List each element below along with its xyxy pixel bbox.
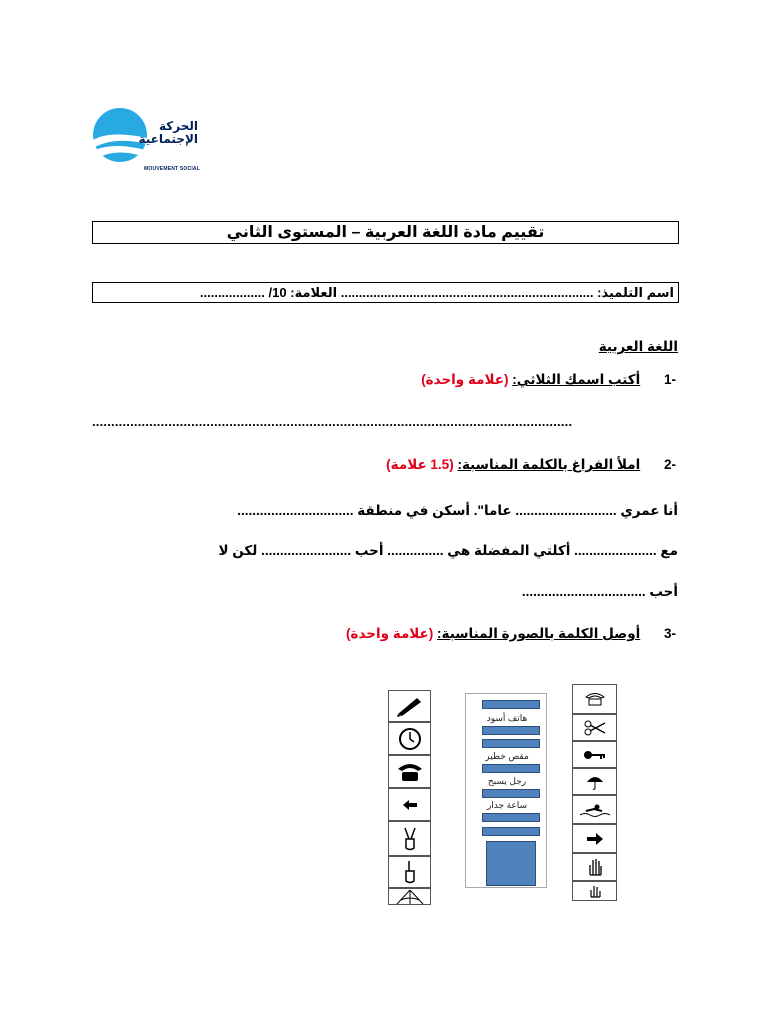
- student-name-label: اسم التلميذ:: [597, 285, 674, 300]
- scissors-icon: [572, 714, 617, 741]
- question-number: -3: [663, 626, 676, 641]
- matching-bar[interactable]: [482, 739, 540, 748]
- question-number: -2: [663, 457, 676, 472]
- matching-bar[interactable]: [482, 726, 540, 735]
- student-info-box: [92, 282, 679, 303]
- student-name-field[interactable]: ......................................................................: [340, 285, 594, 300]
- question-text: املأ الفراغ بالكلمة المناسبة:: [457, 457, 641, 472]
- words-column: [465, 693, 547, 888]
- grade-field[interactable]: ..................: [199, 285, 265, 300]
- question-points: (1.5 علامة): [386, 457, 454, 472]
- spider-web-icon: [388, 888, 431, 905]
- matching-bar[interactable]: [482, 813, 540, 822]
- matching-bar[interactable]: [482, 827, 540, 836]
- question-points: (علامة واحدة): [346, 626, 434, 641]
- left-icon-column: [388, 690, 431, 905]
- pen-icon: [388, 690, 431, 722]
- telephone-icon: [388, 755, 431, 788]
- key-icon: [572, 741, 617, 768]
- pointing-hand-icon: [388, 856, 431, 888]
- matching-box[interactable]: [486, 841, 536, 886]
- match-word[interactable]: ساعة جدار: [486, 800, 528, 810]
- question-number: -1: [663, 372, 676, 387]
- umbrella-icon: [572, 768, 617, 795]
- victory-hand-icon: [388, 821, 431, 856]
- clock-icon: [388, 722, 431, 755]
- question-2: [386, 457, 676, 473]
- match-word[interactable]: مقص خطير: [485, 751, 529, 761]
- matching-bar[interactable]: [482, 700, 540, 709]
- matching-bar[interactable]: [482, 789, 540, 798]
- grade-value: 10/: [268, 285, 287, 300]
- hand-icon: [572, 853, 617, 881]
- answer-line[interactable]: ..............................................................................................................................: [92, 414, 573, 429]
- match-word[interactable]: رجل يسبح: [487, 776, 527, 786]
- question-text: أكتب اسمك الثلاثي:: [512, 372, 641, 387]
- fill-line[interactable]: مع ...................... أكلتي المفضلة هي ............... أحب ........................ لكن لا: [218, 543, 678, 558]
- question-text: أوصل الكلمة بالصورة المناسبة:: [437, 626, 641, 641]
- telephone-small-icon: [572, 684, 617, 714]
- hand-small-icon: [572, 881, 617, 901]
- right-icon-column: [572, 684, 617, 901]
- arrow-right-icon: [572, 824, 617, 853]
- logo: [90, 100, 200, 190]
- question-1: [421, 372, 676, 388]
- match-word[interactable]: هاتف أسود: [486, 713, 528, 723]
- section-heading: اللغة العربية: [598, 339, 678, 354]
- arrow-left-icon: [388, 788, 431, 821]
- logo-name-french: MOUVEMENT SOCIAL: [144, 166, 200, 172]
- fill-line[interactable]: أحب .................................: [521, 584, 678, 599]
- page-title: تقييم مادة اللغة العربية – المستوى الثاني: [92, 221, 679, 244]
- swimmer-icon: [572, 795, 617, 824]
- question-3: [346, 626, 676, 642]
- question-points: (علامة واحدة): [421, 372, 509, 387]
- fill-line[interactable]: أنا عمري ........................... عاما". أسكن في منطقة ...............................: [237, 503, 678, 518]
- grade-label: العلامة:: [290, 285, 338, 300]
- logo-name-arabic: الحركة الإجتماعية: [138, 119, 198, 146]
- matching-bar[interactable]: [482, 764, 540, 773]
